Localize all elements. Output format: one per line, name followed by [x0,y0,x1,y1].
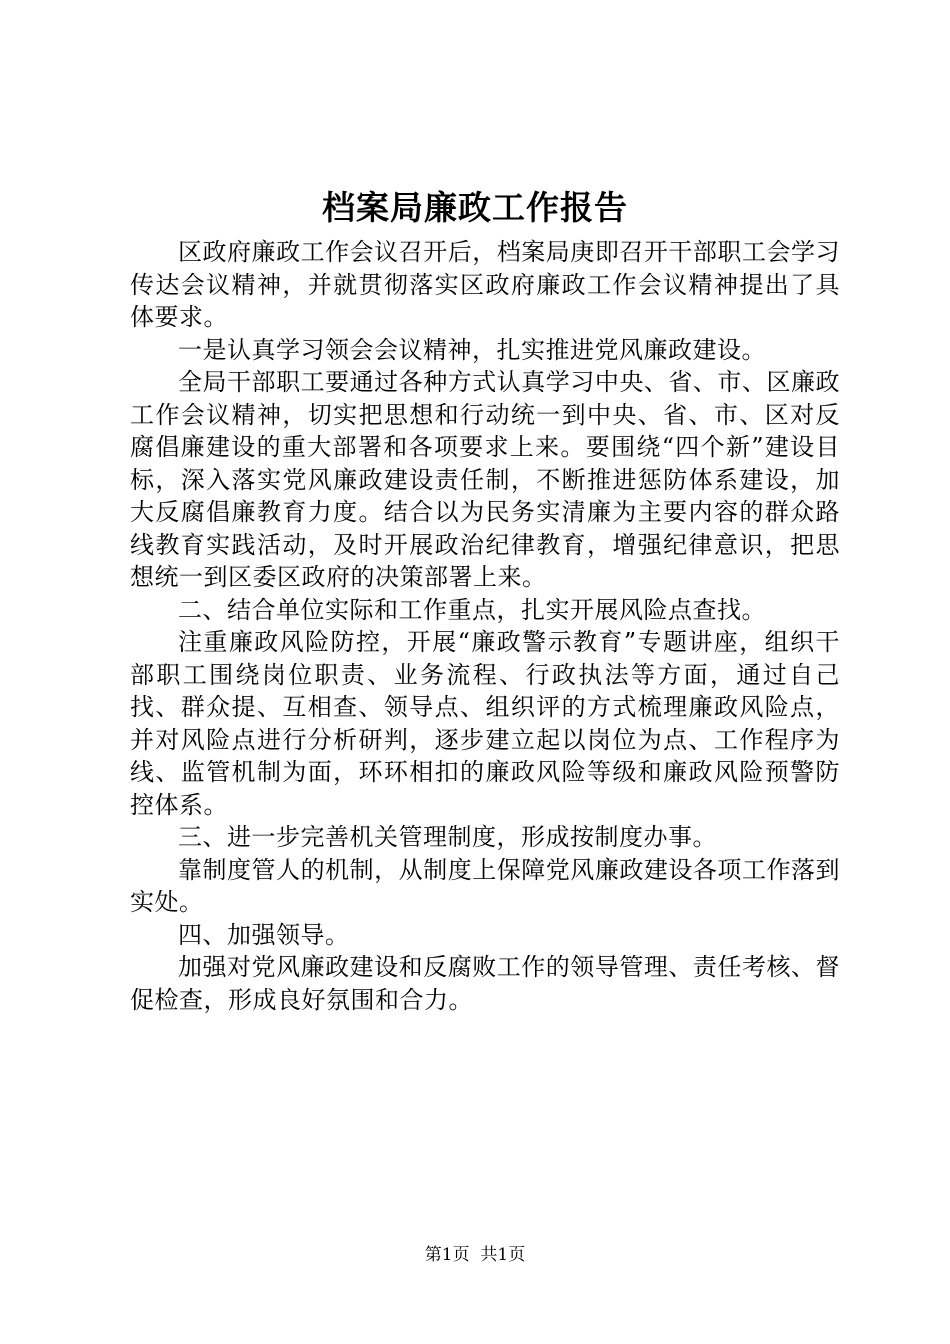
section-heading: 四、加强领导。 [178,920,350,949]
paragraph: 加强对党风廉政建设和反腐败工作的领导管理、责任考核、督促检查，形成良好氛围和合力。 [130,953,840,1014]
document-body [130,236,840,1016]
footer-separator [470,1245,481,1265]
paragraph: 区政府廉政工作会议召开后，档案局庚即召开干部职工会学习传达会议精神，并就贯彻落实区政府廉政工作会议精神提出了具体要求。 [130,238,840,331]
page-footer [0,1244,950,1266]
paragraph: 靠制度管人的机制，从制度上保障党风廉政建设各项工作落到实处。 [130,855,840,916]
page-number-current: 第1页 [424,1245,470,1265]
section-heading: 三、进一步完善机关管理制度，形成按制度办事。 [178,823,717,851]
document-title: 档案局廉政工作报告 [322,188,628,227]
section-heading: 二、结合单位实际和工作重点，扎实开展风险点查找。 [178,595,766,624]
paragraph: 全局干部职工要通过各种方式认真学习中央、省、市、区廉政工作会议精神，切实把思想和行动统一到中央、省、市、区对反腐倡廉建设的重大部署和各项要求上来。要围绕“四个新”建设目标，深入落实党风廉政建设责任制，不断推进惩防体系建设，加大反腐倡廉教育力度。结合以为民务实清廉为主要内容的群众路线教育实践活动，及时开展政治纪律教育，增强纪律意识，把思想统一到区委区政府的决策部署上来。 [130,368,840,591]
page-number-total: 共1页 [480,1245,526,1265]
paragraph: 注重廉政风险防控，开展“廉政警示教育”专题讲座，组织干部职工围绕岗位职责、业务流程、行政执法等方面，通过自己找、群众提、互相查、领导点、组织评的方式梳理廉政风险点，并对风险点进行分析研判，逐步建立起以岗位为点、工作程序为线、监管机制为面，环环相扣的廉政风险等级和廉政风险预警防控体系。 [130,628,840,819]
section-heading: 一是认真学习领会会议精神，扎实推进党风廉政建设。 [178,335,766,364]
